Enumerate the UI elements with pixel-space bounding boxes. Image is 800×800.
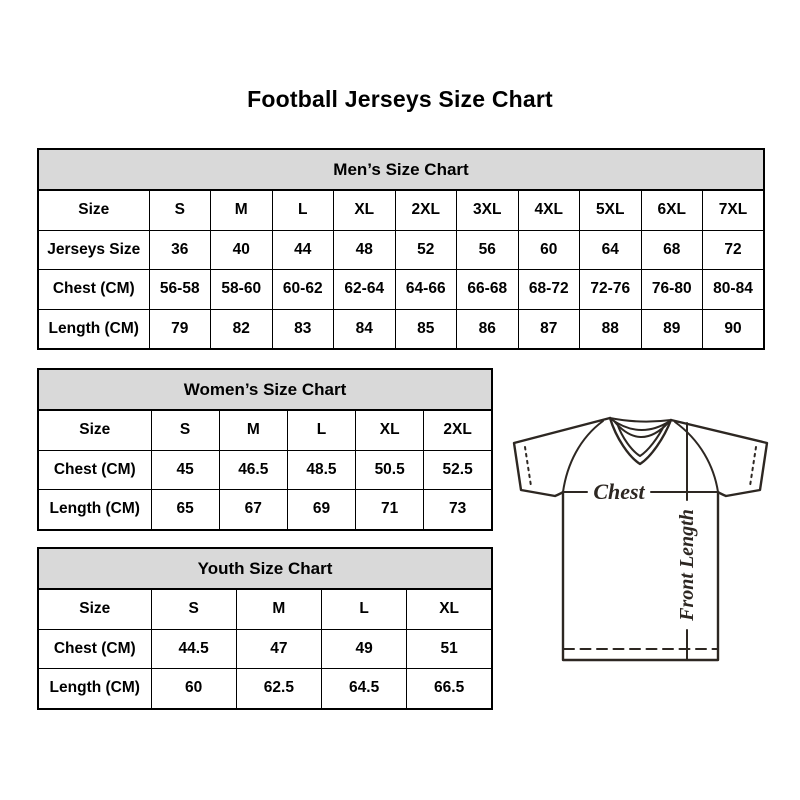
- data-cell: 36: [149, 230, 211, 270]
- data-cell: 60: [151, 669, 236, 709]
- mens-size-table: [37, 148, 765, 350]
- row-header-cell: Size: [38, 190, 149, 230]
- left-cuff-stitch-line: [525, 447, 531, 486]
- data-cell: S: [149, 190, 211, 230]
- page-title: Football Jerseys Size Chart: [247, 86, 553, 112]
- data-cell: 47: [236, 629, 321, 669]
- data-cell: 64-66: [395, 270, 457, 310]
- row-header-cell: Size: [38, 589, 151, 629]
- data-cell: 72: [703, 230, 765, 270]
- data-cell: 2XL: [424, 410, 492, 450]
- womens-table-body: [38, 410, 492, 530]
- table-row: [38, 589, 492, 629]
- table-row: [38, 270, 764, 310]
- data-cell: M: [236, 589, 321, 629]
- row-header-cell: Chest (CM): [38, 270, 149, 310]
- data-cell: 40: [211, 230, 273, 270]
- data-cell: L: [287, 410, 355, 450]
- row-header-cell: Length (CM): [38, 490, 151, 530]
- table-row: [38, 450, 492, 490]
- data-cell: 67: [219, 490, 287, 530]
- data-cell: 56: [457, 230, 519, 270]
- front-length-label: Front Length: [676, 509, 698, 621]
- row-header-cell: Length (CM): [38, 669, 151, 709]
- table-row: [38, 230, 764, 270]
- data-cell: 58-60: [211, 270, 273, 310]
- data-cell: 4XL: [518, 190, 580, 230]
- data-cell: 51: [407, 629, 492, 669]
- data-cell: XL: [356, 410, 424, 450]
- data-cell: S: [151, 589, 236, 629]
- data-cell: 76-80: [641, 270, 703, 310]
- youth-table-header: Youth Size Chart: [38, 548, 492, 589]
- data-cell: 65: [151, 490, 219, 530]
- data-cell: 85: [395, 309, 457, 349]
- data-cell: 7XL: [703, 190, 765, 230]
- data-cell: L: [272, 190, 334, 230]
- data-cell: 48.5: [287, 450, 355, 490]
- data-cell: 79: [149, 309, 211, 349]
- data-cell: 86: [457, 309, 519, 349]
- womens-size-table: [37, 368, 493, 531]
- data-cell: 82: [211, 309, 273, 349]
- table-row: [38, 309, 764, 349]
- data-cell: 66-68: [457, 270, 519, 310]
- row-header-cell: Length (CM): [38, 309, 149, 349]
- chest-label: Chest: [593, 479, 645, 504]
- row-header-cell: Chest (CM): [38, 629, 151, 669]
- data-cell: 90: [703, 309, 765, 349]
- row-header-cell: Chest (CM): [38, 450, 151, 490]
- data-cell: 62-64: [334, 270, 396, 310]
- data-cell: 49: [322, 629, 407, 669]
- data-cell: 68-72: [518, 270, 580, 310]
- data-cell: 87: [518, 309, 580, 349]
- data-cell: 3XL: [457, 190, 519, 230]
- data-cell: 56-58: [149, 270, 211, 310]
- data-cell: 80-84: [703, 270, 765, 310]
- data-cell: 52.5: [424, 450, 492, 490]
- data-cell: M: [219, 410, 287, 450]
- womens-table-header: Women’s Size Chart: [38, 369, 492, 410]
- row-header-cell: Size: [38, 410, 151, 450]
- right-sleeve-seam: [675, 422, 718, 492]
- data-cell: 60-62: [272, 270, 334, 310]
- data-cell: 45: [151, 450, 219, 490]
- data-cell: L: [322, 589, 407, 629]
- mens-table-body: [38, 190, 764, 349]
- data-cell: 84: [334, 309, 396, 349]
- data-cell: 5XL: [580, 190, 642, 230]
- data-cell: 64.5: [322, 669, 407, 709]
- data-cell: 52: [395, 230, 457, 270]
- data-cell: 83: [272, 309, 334, 349]
- jersey-diagram-svg: [497, 396, 792, 688]
- collar-top-edge: [610, 418, 671, 422]
- data-cell: 66.5: [407, 669, 492, 709]
- right-cuff-stitch-line: [750, 447, 756, 486]
- data-cell: 89: [641, 309, 703, 349]
- table-row: [38, 410, 492, 450]
- data-cell: 44.5: [151, 629, 236, 669]
- youth-size-table: [37, 547, 493, 710]
- data-cell: 62.5: [236, 669, 321, 709]
- data-cell: 48: [334, 230, 396, 270]
- data-cell: 71: [356, 490, 424, 530]
- data-cell: 72-76: [580, 270, 642, 310]
- data-cell: M: [211, 190, 273, 230]
- row-header-cell: Jerseys Size: [38, 230, 149, 270]
- data-cell: 6XL: [641, 190, 703, 230]
- jersey-outline: [514, 418, 767, 660]
- table-row: [38, 190, 764, 230]
- data-cell: 60: [518, 230, 580, 270]
- table-row: [38, 629, 492, 669]
- data-cell: 2XL: [395, 190, 457, 230]
- data-cell: XL: [334, 190, 396, 230]
- data-cell: S: [151, 410, 219, 450]
- table-row: [38, 490, 492, 530]
- mens-table-header: Men’s Size Chart: [38, 149, 764, 190]
- data-cell: 68: [641, 230, 703, 270]
- data-cell: 44: [272, 230, 334, 270]
- data-cell: 88: [580, 309, 642, 349]
- data-cell: XL: [407, 589, 492, 629]
- data-cell: 50.5: [356, 450, 424, 490]
- table-row: [38, 669, 492, 709]
- jersey-measurement-diagram: [497, 396, 792, 688]
- youth-table-body: [38, 589, 492, 709]
- data-cell: 69: [287, 490, 355, 530]
- data-cell: 46.5: [219, 450, 287, 490]
- data-cell: 73: [424, 490, 492, 530]
- data-cell: 64: [580, 230, 642, 270]
